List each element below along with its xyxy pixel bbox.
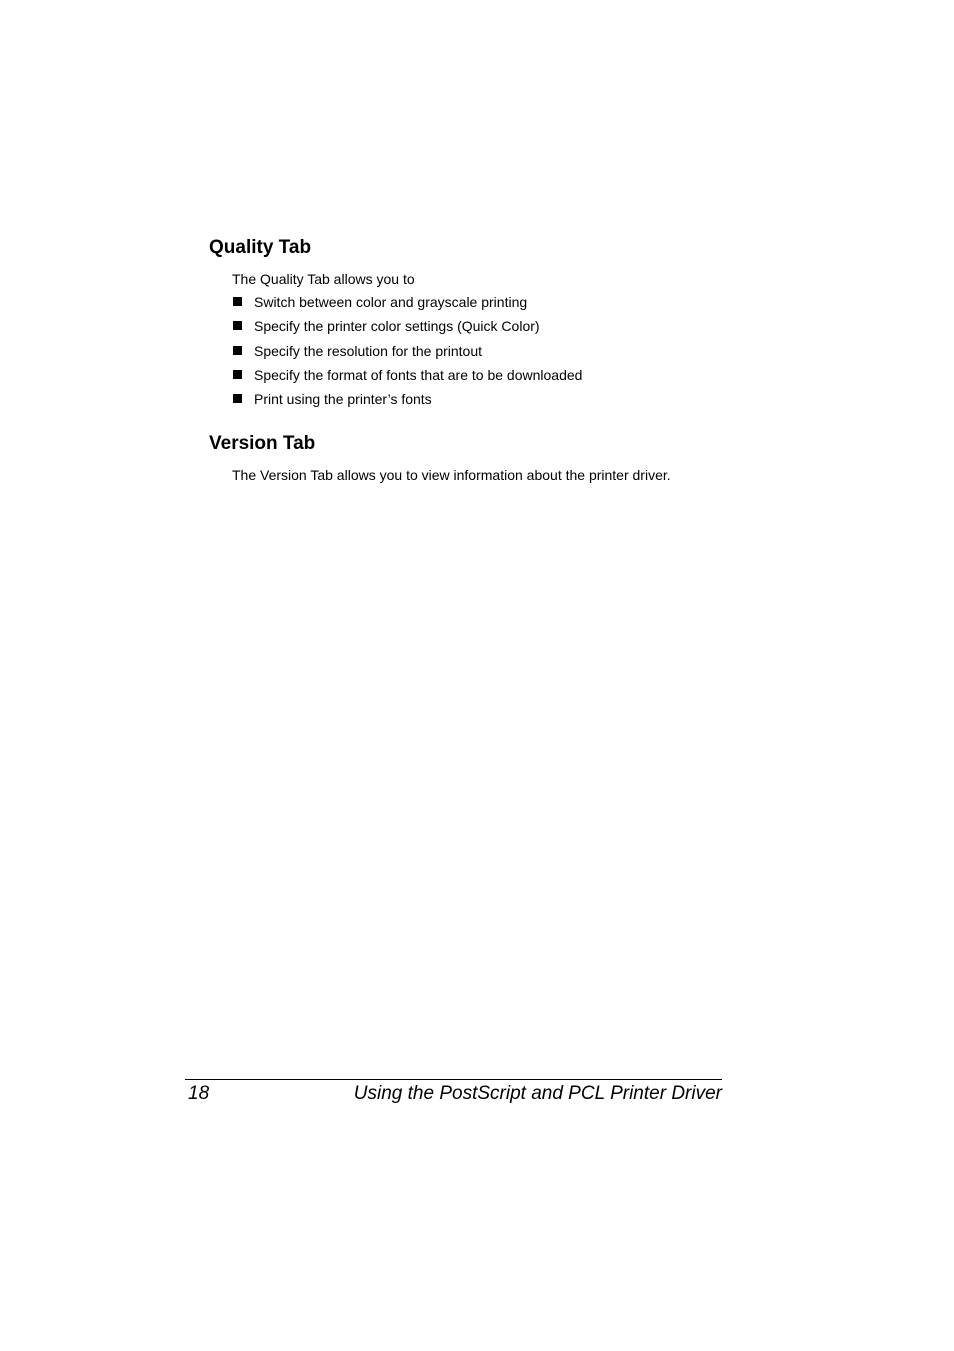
quality-tab-feature-list [232, 293, 582, 414]
list-item [232, 390, 582, 414]
square-bullet-icon [233, 346, 242, 355]
list-item-text: Specify the printer color settings (Quick Color) [254, 318, 540, 335]
version-tab-heading: Version Tab [209, 433, 316, 454]
quality-tab-heading: Quality Tab [209, 237, 312, 258]
list-item-text: Print using the printer’s fonts [254, 391, 432, 408]
list-item-text: Specify the resolution for the printout [254, 342, 483, 359]
list-item [232, 342, 582, 366]
page-number: 18 [188, 1083, 210, 1104]
list-item-text: Switch between color and grayscale printing [254, 294, 528, 310]
version-tab-intro: The Version Tab allows you to view information about the printer driver. [232, 467, 671, 483]
square-bullet-icon [233, 370, 242, 379]
footer-title: Using the PostScript and PCL Printer Driver [353, 1083, 722, 1104]
list-item-text: Specify the format of fonts that are to be downloaded [254, 366, 583, 383]
square-bullet-icon [233, 394, 242, 403]
list-item [232, 366, 582, 390]
square-bullet-icon [233, 321, 242, 330]
square-bullet-icon [233, 297, 242, 306]
list-item [232, 317, 582, 341]
footer-divider [185, 1079, 722, 1080]
list-item [232, 293, 582, 317]
quality-tab-intro: The Quality Tab allows you to [232, 271, 415, 287]
